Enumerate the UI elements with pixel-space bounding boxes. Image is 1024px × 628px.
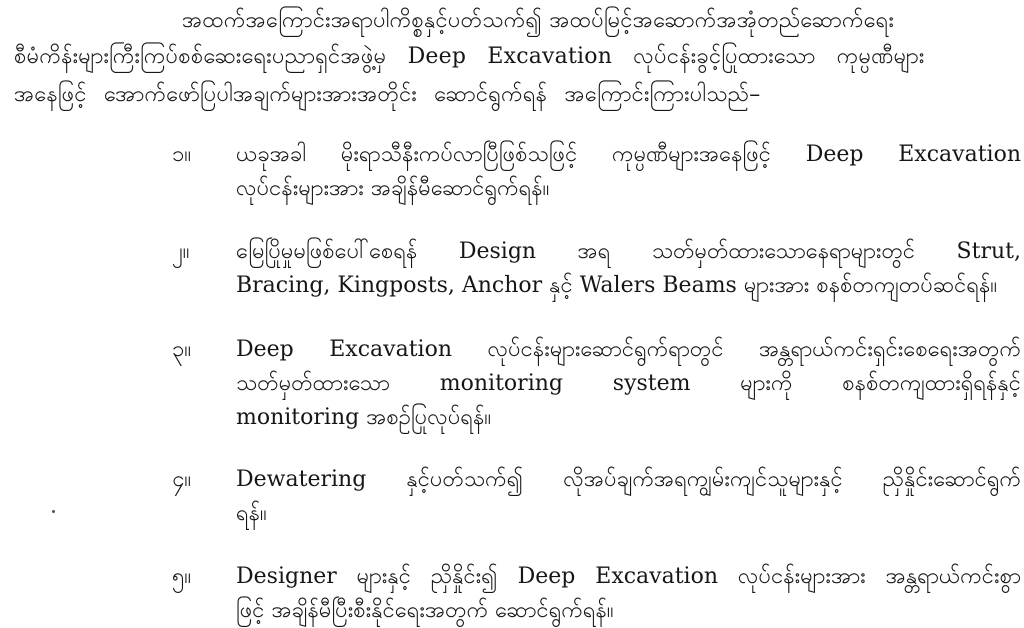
list-item-line: ယခုအခါ မိုးရာသီနီးကပ်လာပြီဖြစ်သဖြင့် ကုမ္ပဏီများအနေဖြင့် Deep Excavation xyxy=(236,142,1021,167)
list-item-text xyxy=(236,560,1021,628)
list-item-line: Deep Excavation လုပ်ငန်းများဆောင်ရွက်ရာတွင် အန္တရာယ်ကင်းရှင်းစေရေးအတွက် xyxy=(236,337,1021,362)
list-item-number: ၂။ xyxy=(172,239,190,264)
list-item-line: ရန်။ xyxy=(236,501,267,526)
list-item-line: Dewatering နှင့်ပတ်သက်၍ လိုအပ်ချက်အရကျွမ်းကျင်သူများနှင့် ညှိနှိုင်းဆောင်ရွက် xyxy=(236,467,1021,492)
scan-speck xyxy=(52,510,55,513)
intro-line-3: အနေဖြင့် အောက်ဖော်ပြပါအချက်များအားအတိုင်း ဆောင်ရွက်ရန် အကြောင်းကြားပါသည်– xyxy=(14,82,761,107)
list-item-number: ၃။ xyxy=(172,337,192,362)
list-item-line: Bracing, Kingposts, Anchor နှင့် Walers Beams များအား စနစ်တကျတပ်ဆင်ရန်။ xyxy=(236,273,998,298)
list-item-line: Designer များနှင့် ညှိနှိုင်း၍ Deep Excavation လုပ်ငန်းများအား အန္တရာယ်ကင်းစွာ xyxy=(236,564,1021,589)
list-item-line: monitoring အစဉ်ပြုလုပ်ရန်။ xyxy=(236,405,492,430)
list-item-number: ၅။ xyxy=(172,564,192,589)
list-item-number: ၁။ xyxy=(172,142,192,167)
list-item-line: သတ်မှတ်ထားသော monitoring system များကို စနစ်တကျထားရှိရန်နှင့် xyxy=(236,371,1021,396)
list-item-text xyxy=(236,235,1021,303)
list-item-line: ဖြင့် အချိန်မီပြီးစီးနိုင်ရေးအတွက် ဆောင်ရွက်ရန်။ xyxy=(236,598,614,623)
intro-line-2: စီမံကိန်းများကြီးကြပ်စစ်ဆေးရေးပညာရှင်အဖွဲ့မှ Deep Excavation လုပ်ငန်းခွင့်ပြုထားသော ကုမ္ပဏီများ xyxy=(14,44,925,69)
intro-line-1: အထက်အကြောင်းအရာပါကိစ္စနှင့်ပတ်သက်၍ အထပ်မြင့်အဆောက်အအုံတည်ဆောက်ရေး xyxy=(182,8,895,33)
list-item-text xyxy=(236,333,1021,435)
list-item-number: ၄။ xyxy=(172,467,192,492)
list-item-line: မြေပြိုမှုမဖြစ်ပေါ်စေရန် Design အရ သတ်မှတ်ထားသောနေရာများတွင် Strut, xyxy=(236,239,1021,264)
list-item-line: လုပ်ငန်းများအား အချိန်မီဆောင်ရွက်ရန်။ xyxy=(236,176,550,201)
list-item-text xyxy=(236,138,1021,206)
list-item-text xyxy=(236,463,1021,531)
